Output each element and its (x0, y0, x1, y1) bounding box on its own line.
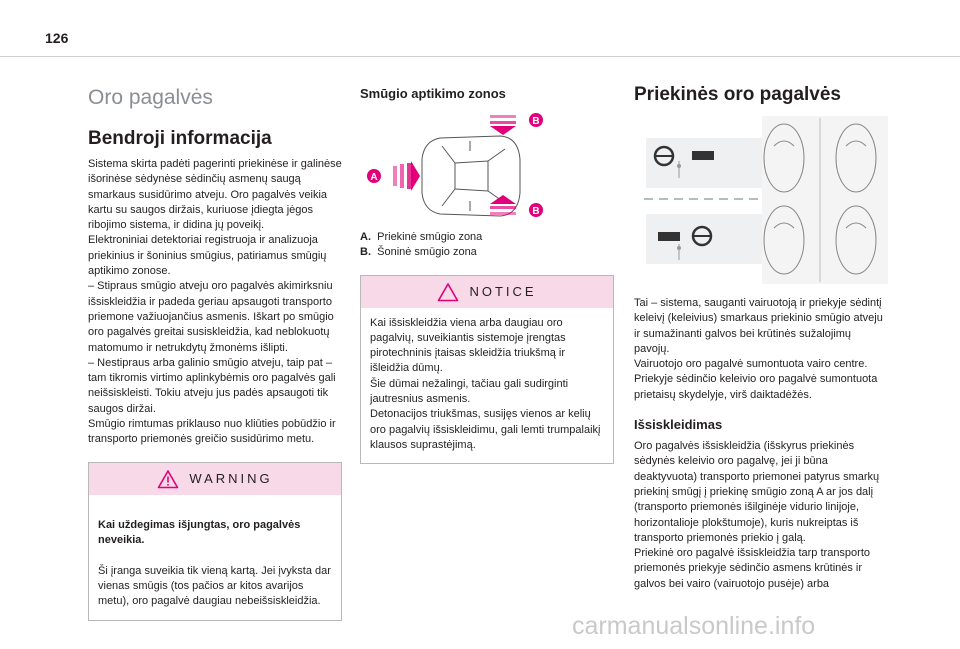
column-middle (360, 80, 614, 464)
heading-deployment: Išsiskleidimas (634, 417, 723, 433)
heading-front-airbags: Priekinės oro pagalvės (634, 84, 841, 105)
dashboard-airbag-icon-2 (658, 232, 680, 241)
zone-legend (360, 230, 614, 261)
deployment-text: Oro pagalvės išsiskleidžia (išskyrus priekinės sėdynės keleivio oro pagalvę, jei ji būna deaktyvuota) transporto priemonei patyrus smarkų priekinį smūgį į priekinę smūgio zoną A ar jos dalį (transporto priemonės išilginėje vidurio linijoje, horizontalioje plokštumoje), kuris nukreiptas iš transporto priemonės priekio į galą. Priekinė oro pagalvė išsiskleidžia tarp transporto priemonės priekyje sėdinčio asmens krūtinės ir galvos bei vairo (vairuotojo pusėje) arba (634, 440, 880, 590)
header-divider (0, 56, 960, 57)
zone-b-top-label: B (532, 116, 540, 127)
page-number: 126 (45, 30, 69, 46)
column-left (88, 80, 342, 621)
front-airbags-text: Tai – sistema, sauganti vairuotoją ir priekyje sėdintį keleivį (keleivius) smarkaus priekinio smūgio atveju ir sumažinanti galvos bei krūtinės sužalojimų pavojų. Vairuotojo oro pagalvė sumontuota vairo centre. Priekyje sėdinčio keleivio oro pagalvė sumontuota prietaisų skydelyje, virš daiktadėžės. (634, 297, 883, 401)
occupant-heads-illustration (762, 116, 888, 284)
notice-body: Kai išsiskleidžia viena arba daugiau oro pagalvių, suveikiantis sistemoje įrengtas pirotechninis įtaisas skleidžia triukšmą ir išleidžia dūmų. Šie dūmai nežalingi, tačiau gali sudirginti jautresnius asmenis. Detonacijos triukšmas, susijęs vienos ar kelių oro pagalvių išsiskleidimu, gali lemti trumpalaikį klausos suprastėjimą. (370, 316, 601, 451)
column-right (634, 80, 888, 592)
notice-header (361, 276, 613, 308)
zone-b-bottom-label: B (532, 206, 540, 217)
notice-triangle-icon (437, 282, 459, 302)
warning-label: WARNING (189, 471, 273, 487)
dashboard-airbag-icon (692, 151, 714, 160)
legend-item-b: B. Šoninė smūgio zona (360, 246, 477, 259)
warning-header (89, 463, 341, 495)
warning-text: Ši įranga suveikia tik vieną kartą. Jei įvyksta dar vienas smūgis (tos pačios ar kitos avarijos metu), oro pagalvė daugiau nebeišsiskleidžia. (98, 564, 331, 608)
notice-label: NOTICE (469, 284, 537, 300)
warning-triangle-icon (157, 469, 179, 489)
legend-item-a: A. Priekinė smūgio zona (360, 231, 483, 243)
heading-impact-zones: Smūgio aptikimo zonos (360, 86, 506, 101)
notice-box (360, 275, 614, 465)
heading-general-info: Bendroji informacija (88, 128, 272, 149)
front-airbags-figure (634, 116, 888, 284)
watermark: carmanualsonline.info (572, 612, 816, 640)
warning-bold-text: Kai uždegimas išjungtas, oro pagalvės neveikia. (98, 518, 301, 547)
general-info-text: Sistema skirta padėti pagerinti priekinėse ir galinėse išorinėse sėdynėse sėdinčių asmenų saugą smarkaus susidūrimo atveju. Oro pagalvės veikia kartu su saugos diržais, kuriuose įdiegta jėgos ribojimo sistema, ir didina jų poveikį. Elektroniniai detektoriai registruoja ir analizuoja priekinius ir šoninius smūgius, patiriamus smūgių aptikimo zonose. – Stipraus smūgio atveju oro pagalvės akimirksniu išsiskleidžia ir padeda geriau apsaugoti transporto priemone važiuojančius asmenis. Iškart po smūgio oro pagalvės greitai susiskleidžia, kad neblokuotų matomumo ir netrukdytų žmonėms išlipti. – Nestipraus arba galinio smūgio atveju, taip pat – tam tikromis virtimo aplinkybėmis oro pagalvės gali neišsiskleisti. Tokiu atveju jus padės apsaugoti tik saugos diržai. Smūgio rimtumas priklauso nuo kliūties pobūdžio ir transporto priemonės greičio susidūrimo metu. (88, 158, 342, 446)
impact-zones-figure (360, 111, 614, 219)
zone-a-label: A (370, 172, 378, 183)
section-title: Oro pagalvės (88, 86, 213, 109)
warning-box (88, 462, 342, 621)
warning-body (89, 495, 341, 620)
